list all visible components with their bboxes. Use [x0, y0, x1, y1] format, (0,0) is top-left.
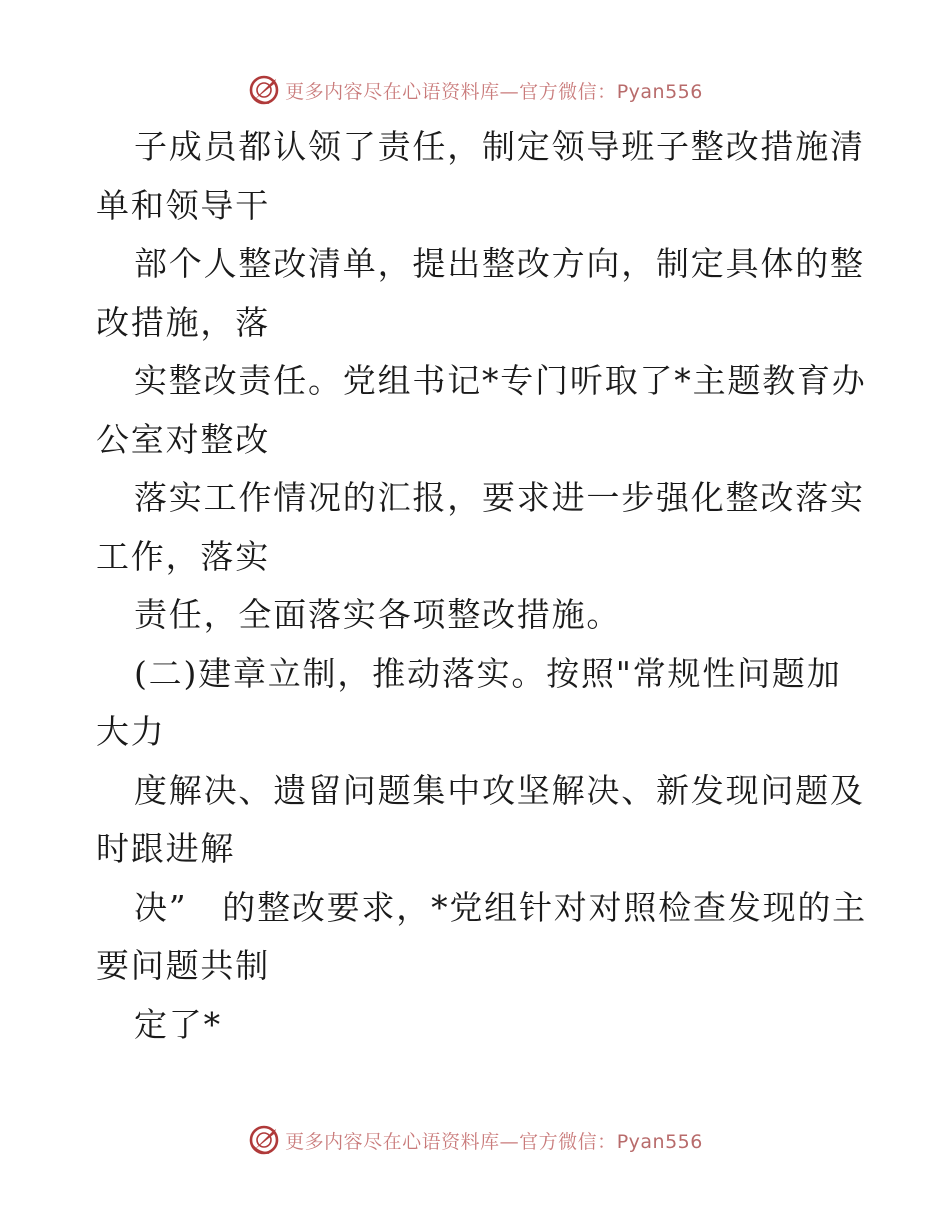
body-line-11: 大力: [96, 712, 166, 751]
body-line-16: 定了*: [134, 1004, 222, 1044]
body-line-8: 工作，落实: [96, 536, 270, 576]
footer-banner-separator: —: [499, 1130, 520, 1153]
body-line-3: 部个人整改清单，提出整改方向，制定具体的整: [134, 244, 865, 283]
body-line-14: 决” 的整改要求，*党组针对对照检查发现的主: [134, 887, 867, 927]
header-banner: [0, 70, 950, 110]
header-banner-wechat-label: 官方微信：: [519, 80, 617, 103]
body-line-7: 落实工作情况的汇报，要求进一步强化整改落实: [134, 478, 865, 517]
document-body: [96, 118, 867, 1054]
body-line-6: 公室对整改: [96, 419, 270, 459]
footer-banner-title: 更多内容尽在心语资料库: [285, 1130, 500, 1153]
body-line-5: 实整改责任。党组书记*专门听取了*主题教育办: [134, 361, 867, 400]
body-line-4: 改措施，落: [96, 302, 270, 342]
body-line-13: 时跟进解: [96, 829, 236, 868]
header-banner-separator: —: [499, 80, 520, 103]
footer-banner: [0, 1120, 950, 1160]
body-line-12: 度解决、遗留问题集中攻坚解决、新发现问题及: [134, 770, 865, 810]
header-banner-wechat-id: Pyan556: [616, 80, 703, 103]
header-banner-text: [285, 77, 703, 104]
body-line-9: 责任，全面落实各项整改措施。: [134, 595, 622, 634]
brand-logo-icon: [247, 1123, 281, 1157]
body-line-15: 要问题共制: [96, 946, 270, 985]
body-line-10: (二)建章立制，推动落实。按照"常规性问题加: [134, 653, 842, 693]
footer-banner-wechat-label: 官方微信：: [519, 1130, 617, 1153]
body-line-2: 单和领导干: [96, 185, 270, 225]
footer-banner-wechat-id: Pyan556: [616, 1130, 703, 1153]
header-banner-title: 更多内容尽在心语资料库: [285, 80, 500, 103]
body-line-1: 子成员都认领了责任，制定领导班子整改措施清: [134, 127, 865, 166]
footer-banner-text: [285, 1127, 703, 1154]
brand-logo-icon: [247, 73, 281, 107]
